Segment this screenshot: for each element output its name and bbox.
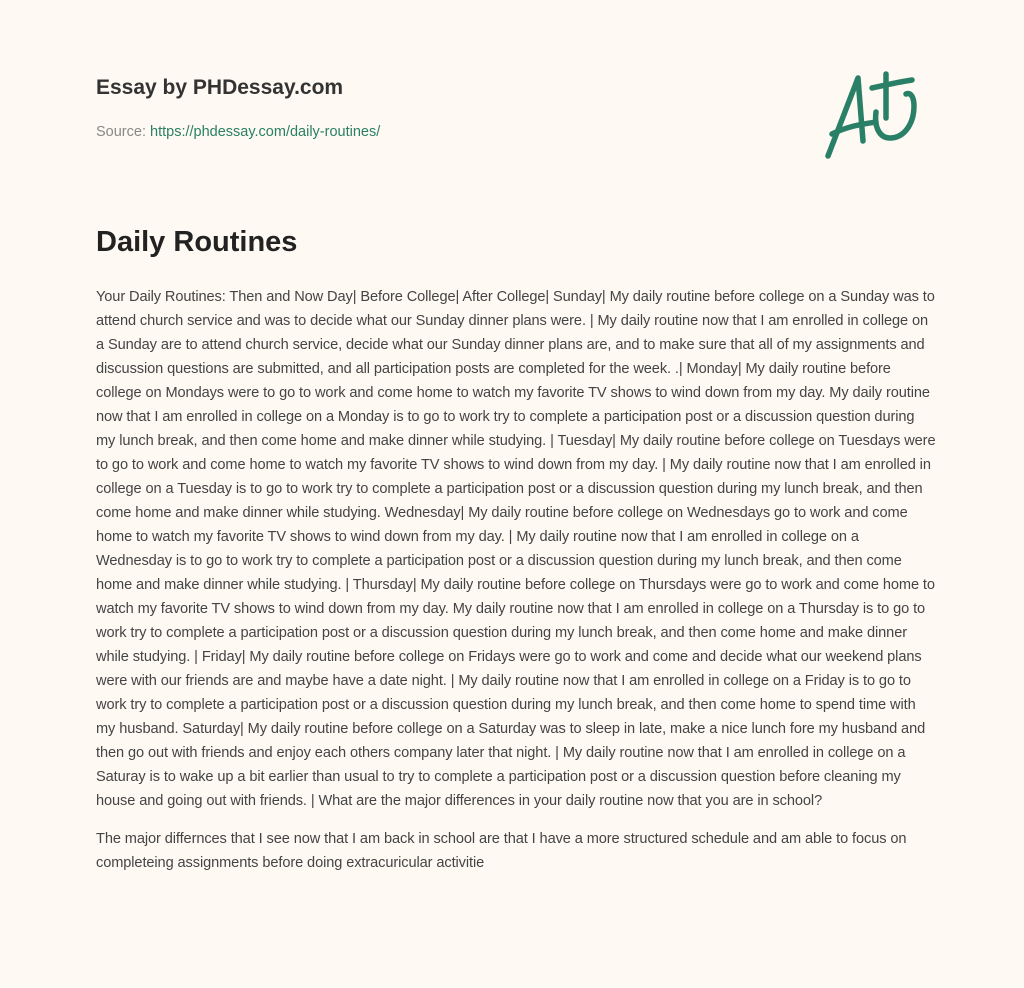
essay-body bbox=[96, 285, 936, 889]
site-brand: Essay by PHDessay.com bbox=[96, 76, 344, 99]
essay-paragraph: The major differnces that I see now that I am back in school are that I have a more structured schedule and am able to focus on completeing assignments before doing extracuricular activitie bbox=[96, 831, 907, 871]
essay-paragraph: Your Daily Routines: Then and Now Day| Before College| After College| Sunday| My daily routine before college on a Sunday was to attend church service and was to decide what our Sunday dinner plans were. | My daily routine now that I am enrolled in college on a Sunday are to attend church service, decide what our Sunday dinner plans are, and to make sure that all of my assignments and discussion questions are submitted, and all participation posts are completed for the week. .| Monday| My daily routine before college on Mondays were to go to work and come home to watch my favorite TV shows to wind down from my day. My daily routine now that I am enrolled in college on a Monday is to go to work try to complete a participation post or a discussion question during my lunch break, and then come home and make dinner while studying. | Tuesday| My daily routine before college on Tuesdays were to go to work and come home to watch my favorite TV shows to wind down from my day. | My daily routine now that I am enrolled in college on a Tuesday is to go to work try to complete a participation post or a discussion question during my lunch break, and then come home and make dinner while studying. Wednesday| My daily routine before college on Wednesdays go to work and come home to watch my favorite TV shows to wind down from my day. | My daily routine now that I am enrolled in college on a Wednesday is to go to work try to complete a participation post or a discussion question during my lunch break, and then come home and make dinner while studying. | Thursday| My daily routine before college on Thursdays were go to work and come home to watch my favorite TV shows to wind down from my day. My daily routine now that I am enrolled in college on a Thursday is to go to work try to complete a participation post or a discussion question during my lunch break, and then come home and make dinner while studying. | Friday| My daily routine before college on Fridays were go to work and come and decide what our weekend plans were with our friends are and maybe have a date night. | My daily routine now that I am enrolled in college on a Friday is to go to work try to complete a participation post or a discussion question during my lunch break, and then come home to spend time with my husband. Saturday| My daily routine before college on a Saturday was to sleep in late, make a nice lunch fore my husband and then go out with friends and enjoy each others company later that night. | My daily routine now that I am enrolled in college on a Saturay is to wake up a bit earlier than usual to try to complete a participation post or a discussion question before cleaning my house and going out with friends. | What are the major differences in your daily routine now that you are in school? bbox=[96, 289, 936, 809]
source-link[interactable]: https://phdessay.com/daily-routines/ bbox=[150, 124, 381, 140]
source-label: Source: bbox=[96, 124, 146, 140]
source-line bbox=[96, 124, 380, 140]
essay-title: Daily Routines bbox=[96, 226, 298, 258]
a-plus-logo-icon bbox=[818, 66, 928, 166]
